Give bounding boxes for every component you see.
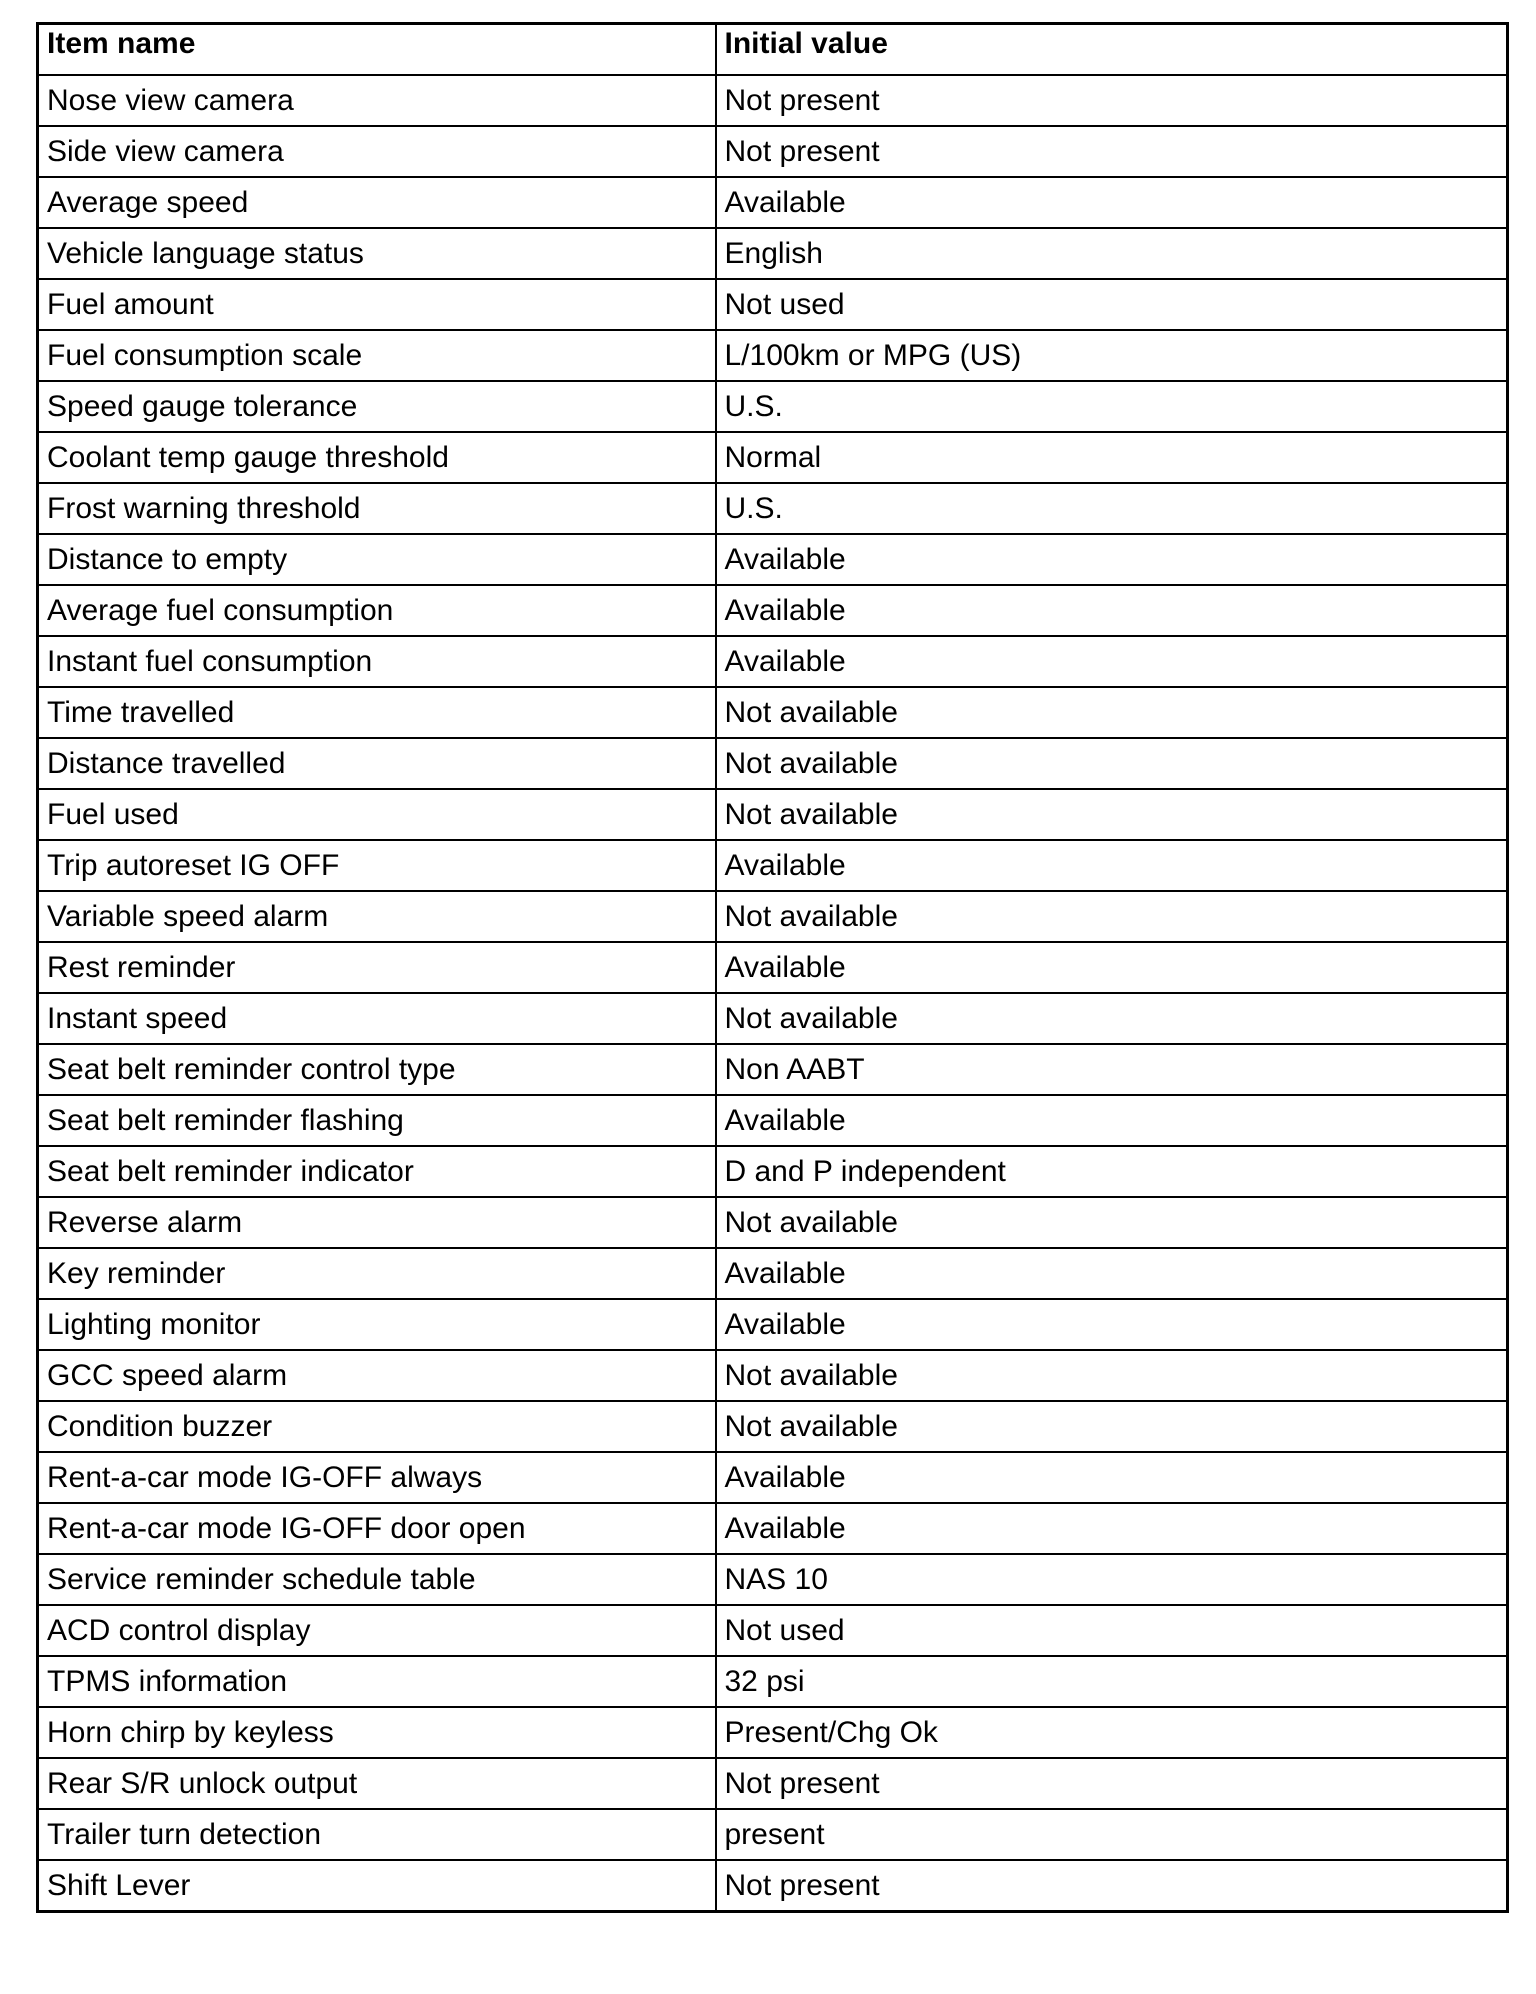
table-row xyxy=(38,1197,1508,1248)
item-name-cell: Instant speed xyxy=(38,993,716,1044)
initial-value-cell: U.S. xyxy=(716,483,1508,534)
table-row xyxy=(38,1707,1508,1758)
header-item-name: Item name xyxy=(38,24,716,76)
item-name-cell: Rest reminder xyxy=(38,942,716,993)
item-name-cell: Rear S/R unlock output xyxy=(38,1758,716,1809)
item-name-cell: Time travelled xyxy=(38,687,716,738)
item-name-cell: Distance to empty xyxy=(38,534,716,585)
initial-value-cell: Not available xyxy=(716,738,1508,789)
initial-value-cell: English xyxy=(716,228,1508,279)
initial-value-cell: NAS 10 xyxy=(716,1554,1508,1605)
table-row xyxy=(38,891,1508,942)
table-row xyxy=(38,1350,1508,1401)
initial-value-cell: Available xyxy=(716,840,1508,891)
table-row xyxy=(38,279,1508,330)
initial-value-cell: L/100km or MPG (US) xyxy=(716,330,1508,381)
initial-value-cell: Normal xyxy=(716,432,1508,483)
table-row xyxy=(38,432,1508,483)
settings-table-container xyxy=(36,22,1506,1913)
item-name-cell: Fuel used xyxy=(38,789,716,840)
initial-value-cell: Not present xyxy=(716,1860,1508,1912)
initial-value-cell: Not present xyxy=(716,126,1508,177)
table-row xyxy=(38,1605,1508,1656)
item-name-cell: GCC speed alarm xyxy=(38,1350,716,1401)
table-row xyxy=(38,942,1508,993)
initial-value-cell: Not available xyxy=(716,687,1508,738)
table-row xyxy=(38,1503,1508,1554)
initial-value-cell: Not used xyxy=(716,1605,1508,1656)
header-initial-value: Initial value xyxy=(716,24,1508,76)
item-name-cell: Coolant temp gauge threshold xyxy=(38,432,716,483)
item-name-cell: Fuel consumption scale xyxy=(38,330,716,381)
initial-value-cell: Available xyxy=(716,942,1508,993)
table-row xyxy=(38,534,1508,585)
initial-value-cell: Available xyxy=(716,534,1508,585)
table-row xyxy=(38,1758,1508,1809)
initial-value-cell: Available xyxy=(716,1248,1508,1299)
item-name-cell: Trailer turn detection xyxy=(38,1809,716,1860)
item-name-cell: TPMS information xyxy=(38,1656,716,1707)
initial-value-cell: Not available xyxy=(716,891,1508,942)
item-name-cell: Nose view camera xyxy=(38,75,716,126)
item-name-cell: Instant fuel consumption xyxy=(38,636,716,687)
initial-value-cell: Available xyxy=(716,1452,1508,1503)
initial-value-cell: Available xyxy=(716,636,1508,687)
item-name-cell: Key reminder xyxy=(38,1248,716,1299)
table-row xyxy=(38,1248,1508,1299)
item-name-cell: Service reminder schedule table xyxy=(38,1554,716,1605)
table-body xyxy=(38,75,1508,1912)
item-name-cell: Seat belt reminder control type xyxy=(38,1044,716,1095)
initial-values-table xyxy=(36,22,1509,1913)
table-row xyxy=(38,177,1508,228)
item-name-cell: Speed gauge tolerance xyxy=(38,381,716,432)
item-name-cell: Seat belt reminder indicator xyxy=(38,1146,716,1197)
initial-value-cell: Available xyxy=(716,1095,1508,1146)
table-row xyxy=(38,789,1508,840)
table-row xyxy=(38,1554,1508,1605)
initial-value-cell: D and P independent xyxy=(716,1146,1508,1197)
table-row xyxy=(38,1860,1508,1912)
table-row xyxy=(38,1656,1508,1707)
initial-value-cell: present xyxy=(716,1809,1508,1860)
table-row xyxy=(38,1044,1508,1095)
table-row xyxy=(38,126,1508,177)
item-name-cell: Seat belt reminder flashing xyxy=(38,1095,716,1146)
table-row xyxy=(38,738,1508,789)
table-row xyxy=(38,1146,1508,1197)
initial-value-cell: Not available xyxy=(716,789,1508,840)
item-name-cell: Rent-a-car mode IG-OFF always xyxy=(38,1452,716,1503)
item-name-cell: Frost warning threshold xyxy=(38,483,716,534)
initial-value-cell: Not present xyxy=(716,75,1508,126)
table-row xyxy=(38,330,1508,381)
item-name-cell: Average fuel consumption xyxy=(38,585,716,636)
initial-value-cell: Not available xyxy=(716,993,1508,1044)
item-name-cell: Distance travelled xyxy=(38,738,716,789)
table-row xyxy=(38,993,1508,1044)
table-row xyxy=(38,1809,1508,1860)
initial-value-cell: Not available xyxy=(716,1197,1508,1248)
item-name-cell: Vehicle language status xyxy=(38,228,716,279)
item-name-cell: Horn chirp by keyless xyxy=(38,1707,716,1758)
table-row xyxy=(38,840,1508,891)
item-name-cell: Lighting monitor xyxy=(38,1299,716,1350)
initial-value-cell: Available xyxy=(716,1299,1508,1350)
item-name-cell: Rent-a-car mode IG-OFF door open xyxy=(38,1503,716,1554)
initial-value-cell: Not used xyxy=(716,279,1508,330)
initial-value-cell: Not available xyxy=(716,1350,1508,1401)
table-row xyxy=(38,636,1508,687)
initial-value-cell: U.S. xyxy=(716,381,1508,432)
table-row xyxy=(38,1452,1508,1503)
item-name-cell: Reverse alarm xyxy=(38,1197,716,1248)
item-name-cell: Fuel amount xyxy=(38,279,716,330)
table-row xyxy=(38,687,1508,738)
initial-value-cell: Available xyxy=(716,1503,1508,1554)
initial-value-cell: Non AABT xyxy=(716,1044,1508,1095)
table-row xyxy=(38,1401,1508,1452)
initial-value-cell: Available xyxy=(716,177,1508,228)
table-row xyxy=(38,75,1508,126)
table-row xyxy=(38,1299,1508,1350)
initial-value-cell: Present/Chg Ok xyxy=(716,1707,1508,1758)
table-row xyxy=(38,1095,1508,1146)
initial-value-cell: 32 psi xyxy=(716,1656,1508,1707)
initial-value-cell: Available xyxy=(716,585,1508,636)
item-name-cell: Trip autoreset IG OFF xyxy=(38,840,716,891)
table-header-row xyxy=(38,24,1508,76)
item-name-cell: ACD control display xyxy=(38,1605,716,1656)
table-row xyxy=(38,585,1508,636)
item-name-cell: Side view camera xyxy=(38,126,716,177)
item-name-cell: Average speed xyxy=(38,177,716,228)
table-row xyxy=(38,483,1508,534)
initial-value-cell: Not present xyxy=(716,1758,1508,1809)
item-name-cell: Shift Lever xyxy=(38,1860,716,1912)
item-name-cell: Condition buzzer xyxy=(38,1401,716,1452)
table-row xyxy=(38,228,1508,279)
initial-value-cell: Not available xyxy=(716,1401,1508,1452)
item-name-cell: Variable speed alarm xyxy=(38,891,716,942)
table-row xyxy=(38,381,1508,432)
